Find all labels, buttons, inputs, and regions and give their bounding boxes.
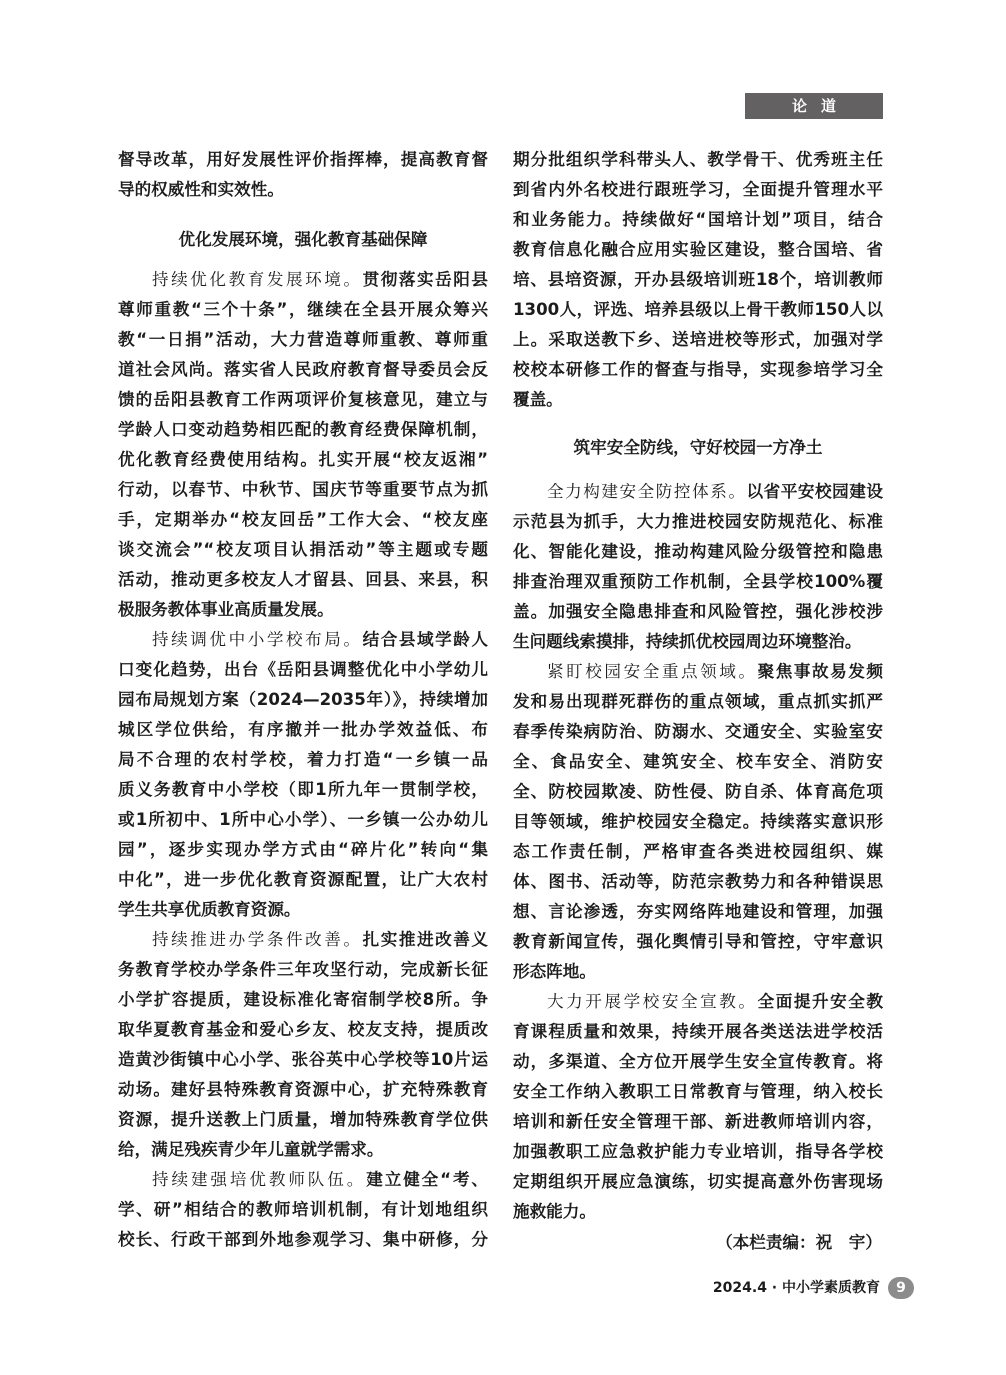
text-line: 全、食品安全、建筑安全、校车安全、消防安 [513,752,883,771]
text-line: 馈的岳阳县教育工作两项评价复核意见，建立与 [118,390,488,409]
text-line: 手，定期举办“校友回岳”工作大会、“校友座 [118,510,488,529]
paragraph [118,1165,488,1255]
text-line [118,265,488,295]
paragraph [118,925,488,1165]
text-line: 学龄人口变动趋势相匹配的教育经费保障机制， [118,420,488,439]
text-line: 教“一日捐”活动，大力营造尊师重教、尊师重 [118,330,488,349]
editor-note: （本栏责编：祝 宇） [716,1233,882,1252]
section-heading: 优化发展环境，强化教育基础保障 [178,230,428,249]
text-line: 城区学位供给，有序撤并一批办学效益低、布 [118,720,488,739]
text-line: 学、研”相结合的教师培训机制，有计划地组织 [118,1200,488,1219]
text-line: 态工作责任制，严格审查各类进校园组织、媒 [513,842,883,861]
text-line: 生问题线索摸排，持续抓优校园周边环境整治。 [513,632,862,651]
text-line: 督导改革，用好发展性评价指挥棒，提高教育督 [118,150,488,169]
text-line: 形态阵地。 [513,962,596,981]
text-line: 化、智能化建设，推动构建风险分级管控和隐患 [513,542,883,561]
text-line: 质义务教育中小学校（即1所九年一贯制学校， [118,780,488,799]
text-line: 春季传染病防治、防溺水、交通安全、实验室安 [513,722,883,741]
paragraph-lead: 大力开展学校安全宣教。 [547,992,758,1011]
text-line: 加强教职工应急救护能力专业培训，指导各学校 [513,1142,883,1161]
text-line: 发和易出现群死群伤的重点领域，重点抓实抓严 [513,692,883,711]
paragraph [118,625,488,925]
text-line [118,925,488,955]
text-line: 取华夏教育基金和爱心乡友、校友支持，提质改 [118,1020,488,1039]
text-line [118,625,488,655]
paragraph-lead: 紧盯校园安全重点领域。 [547,662,758,681]
line-text: 结合县域学龄人 [362,630,488,649]
text-line: 口变化趋势，出台《岳阳县调整优化中小学幼儿 [118,660,488,679]
paragraph-lead: 持续推进办学条件改善。 [152,930,363,949]
text-line: 盖。加强安全隐患排查和风险管控，强化涉校涉 [513,602,883,621]
text-line: 给，满足残疾青少年儿童就学需求。 [118,1140,384,1159]
text-line: 资源，提升送教上门质量，增加特殊教育学位供 [118,1110,488,1129]
text-line: 和业务能力。持续做好“国培计划”项目，结合 [513,210,883,229]
text-line: 动场。建好县特殊教育资源中心，扩充特殊教育 [118,1080,488,1099]
text-line: 培、县培资源，开办县级培训班18个，培训教师 [513,270,883,289]
paragraph [513,987,883,1227]
text-line: 全、防校园欺凌、防性侵、防自杀、体育高危项 [513,782,883,801]
text-line: 学生共享优质教育资源。 [118,900,301,919]
text-line: 谈交流会”“校友项目认捐活动”等主题或专题 [118,540,488,559]
section-heading: 筑牢安全防线，守好校园一方净土 [573,438,823,457]
text-line: 优化教育经费使用结构。扎实开展“校友返湘” [118,450,488,469]
line-text: 聚焦事故易发频 [757,662,883,681]
paragraph-lead: 持续建强培优教师队伍。 [152,1170,367,1189]
text-line: 园”，逐步实现办学方式由“碎片化”转向“集 [118,840,488,859]
left-intro [118,145,488,205]
text-line: 安全工作纳入教职工日常教育与管理，纳入校长 [513,1082,883,1101]
line-text: 扎实推进改善义 [362,930,488,949]
text-line: 育课程质量和效果，持续开展各类送法进学校活 [513,1022,883,1041]
line-text: 建立健全“考、 [366,1170,488,1189]
page-footer [713,1276,914,1300]
text-line: 尊师重教“三个十条”，继续在全县开展众筹兴 [118,300,488,319]
text-line: 体、图书、活动等，防范宗教势力和各种错误思 [513,872,883,891]
text-line [513,477,883,507]
text-line: 务教育学校办学条件三年攻坚行动，完成新长征 [118,960,488,979]
text-line: 活动，推动更多校友人才留县、回县、来县，积 [118,570,488,589]
text-line: 培训和新任安全管理干部、新进教师培训内容， [513,1112,883,1131]
text-line [118,1165,488,1195]
text-line: 校校本研修工作的督查与指导，实现参培学习全 [513,360,883,379]
section-tag: 论道 [745,93,883,119]
text-line: 施救能力。 [513,1202,596,1221]
text-line: 上。采取送教下乡、送培进校等形式，加强对学 [513,330,883,349]
text-line [513,657,883,687]
paragraph [513,477,883,657]
text-line: 覆盖。 [513,390,563,409]
text-line: 造黄沙街镇中心小学、张谷英中心学校等10片运 [118,1050,488,1069]
text-line: 定期组织开展应急演练，切实提高意外伤害现场 [513,1172,883,1191]
text-line: 中化”，进一步优化教育资源配置，让广大农村 [118,870,488,889]
text-line: 小学扩容提质，建设标准化寄宿制学校8所。争 [118,990,488,1009]
right-intro [513,145,883,415]
text-line: 导的权威性和实效性。 [118,180,284,199]
text-line: 排查治理双重预防工作机制，全县学校100%覆 [513,572,883,591]
text-line: 示范县为抓手，大力推进校园安防规范化、标准 [513,512,883,531]
issue-info: 2024.4 · 中小学素质教育 [712,1280,880,1296]
text-line: 期分批组织学科带头人、教学骨干、优秀班主任 [513,150,883,169]
text-line: 道社会风尚。落实省人民政府教育督导委员会反 [118,360,488,379]
right-body [513,477,883,1227]
paragraph [118,265,488,625]
text-line: 1300人，评选、培养县级以上骨干教师150人以 [513,300,883,319]
paragraph-lead: 持续优化教育发展环境。 [152,270,363,289]
text-line: 目等领域，维护校园安全稳定。持续落实意识形 [513,812,883,831]
line-text: 以省平安校园建设 [746,482,883,501]
text-line: 园布局规划方案（2024—2035年）》，持续增加 [118,690,488,709]
text-line: 或1所初中、1所中心小学）、一乡镇一公办幼儿 [118,810,488,829]
text-line: 局不合理的农村学校，着力打造“一乡镇一品 [118,750,488,769]
paragraph-lead: 持续调优中小学校布局。 [152,630,363,649]
text-line: 行动，以春节、中秋节、国庆节等重要节点为抓 [118,480,488,499]
text-line: 极服务教体事业高质量发展。 [118,600,334,619]
paragraph-lead: 全力构建安全防控体系。 [547,482,747,501]
text-line: 教育信息化融合应用实验区建设，整合国培、省 [513,240,883,259]
line-text: 贯彻落实岳阳县 [362,270,488,289]
text-line: 教育新闻宣传，强化舆情引导和管控，守牢意识 [513,932,883,951]
page-number: 9 [888,1277,914,1299]
paragraph [513,657,883,987]
text-line: 到省内外名校进行跟班学习，全面提升管理水平 [513,180,883,199]
text-line: 动，多渠道、全方位开展学生安全宣传教育。将 [513,1052,883,1071]
line-text: 全面提升安全教 [757,992,883,1011]
text-line: 校长、行政干部到外地参观学习、集中研修，分 [118,1230,488,1249]
text-line [513,987,883,1017]
text-line: 想、言论渗透，夯实网络阵地建设和管理，加强 [513,902,883,921]
left-body [118,265,488,1255]
